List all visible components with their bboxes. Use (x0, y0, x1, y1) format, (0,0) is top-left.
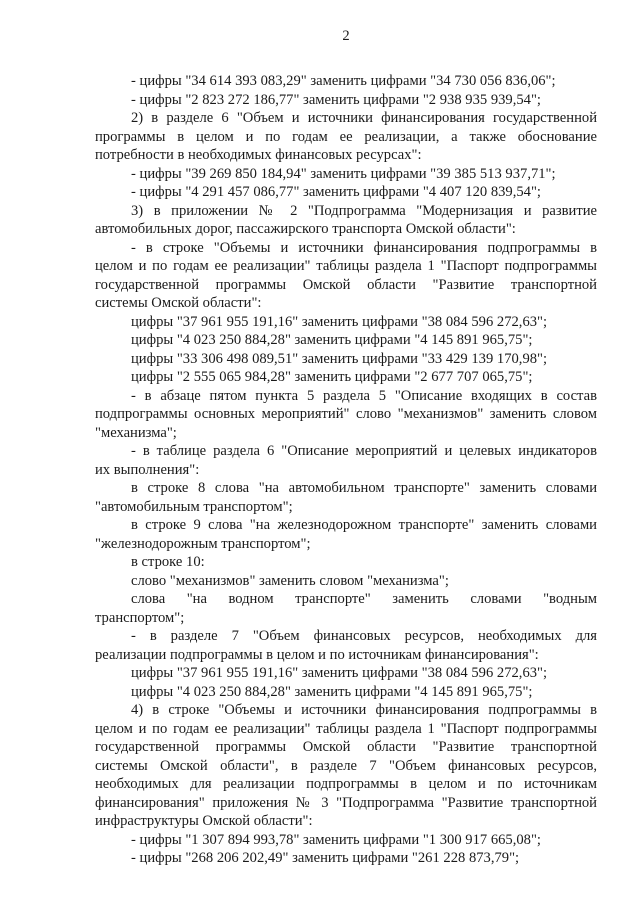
text-line: целом и по годам ее реализации" таблицы раздела 1 "Паспорт подпрограммы (95, 258, 597, 274)
text-line: автомобильных дорог, пассажирского транспорта Омской области": (95, 221, 516, 237)
text-line: - цифры "4 291 457 086,77" заменить цифрами "4 407 120 839,54"; (131, 184, 541, 200)
text-line: "механизма"; (95, 424, 177, 441)
text-line: - цифры "1 307 894 993,78" заменить цифрами "1 300 917 665,08"; (131, 831, 541, 848)
text-line: - в абзаце пятом пункта 5 раздела 5 "Описание входящих в состав (131, 387, 597, 404)
text-line: цифры "4 023 250 884,28" заменить цифрами "4 145 891 965,75"; (131, 332, 533, 348)
text-line: необходимых для реализации подпрограммы в целом и по источникам (95, 776, 597, 792)
text-line: слова "на водном транспорте" заменить словами "водным (131, 591, 597, 607)
text-line: программы в целом и по годам ее реализации, а также обоснование (95, 128, 597, 145)
text-line: в строке 9 слова "на железнодорожном транспорте" заменить словами (131, 517, 597, 533)
text-line: слово "механизмов" заменить словом "механизма"; (131, 572, 449, 589)
text-line: потребности в необходимых финансовых ресурсах": (95, 147, 422, 163)
text-line: - в строке "Объемы и источники финансирования подпрограммы в (131, 239, 597, 256)
text-line: в строке 8 слова "на автомобильном транспорте" заменить словами (131, 480, 597, 496)
text-line: цифры "33 306 498 089,51" заменить цифрами "33 429 139 170,98"; (131, 350, 548, 367)
text-line: - цифры "39 269 850 184,94" заменить цифрами "39 385 513 937,71"; (131, 165, 556, 182)
text-line: - цифры "2 823 272 186,77" заменить цифрами "2 938 935 939,54"; (131, 91, 541, 108)
text-line: - в разделе 7 "Объем финансовых ресурсов, необходимых для (131, 628, 597, 644)
text-line: транспортом"; (95, 609, 185, 626)
text-line: - в таблице раздела 6 "Описание мероприятий и целевых индикаторов (131, 443, 597, 459)
text-line: финансирования" приложения № 3 "Подпрограмма "Развитие транспортной (95, 794, 597, 811)
text-line: их выполнения": (95, 461, 200, 478)
text-line: подпрограммы основных мероприятий" слово "механизмов" заменить словом (95, 406, 597, 422)
text-line: цифры "4 023 250 884,28" заменить цифрами "4 145 891 965,75"; (131, 683, 533, 700)
text-line: системы Омской области": (95, 295, 262, 311)
text-line: государственной программы Омской области "Развитие транспортной (95, 276, 597, 293)
page-number: 2 (342, 28, 350, 44)
text-line: цифры "37 961 955 191,16" заменить цифрами "38 084 596 272,63"; (131, 665, 548, 681)
text-line: государственной программы Омской области "Развитие транспортной (95, 739, 597, 755)
text-line: - цифры "34 614 393 083,29" заменить цифрами "34 730 056 836,06"; (131, 73, 556, 89)
text-line: "железнодорожным транспортом"; (95, 535, 311, 552)
text-line: инфраструктуры Омской области": (95, 813, 313, 829)
text-line: в строке 10: (131, 554, 205, 570)
text-line: целом и по годам ее реализации" таблицы раздела 1 "Паспорт подпрограммы (95, 720, 597, 737)
text-line: цифры "2 555 065 984,28" заменить цифрами "2 677 707 065,75"; (131, 369, 533, 385)
text-line: реализации подпрограммы в целом и по источникам финансирования": (95, 646, 539, 663)
text-line: 2) в разделе 6 "Объем и источники финансирования государственной (131, 110, 597, 126)
text-line: "автомобильным транспортом"; (95, 498, 293, 515)
text-line: 4) в строке "Объемы и источники финансирования подпрограммы в (131, 702, 597, 718)
text-line: цифры "37 961 955 191,16" заменить цифрами "38 084 596 272,63"; (131, 313, 548, 330)
text-line: системы Омской области", в разделе 7 "Объем финансовых ресурсов, (95, 757, 597, 774)
text-line: 3) в приложении № 2 "Подпрограмма "Модернизация и развитие (131, 202, 597, 219)
document-body (95, 72, 597, 868)
text-line: - цифры "268 206 202,49" заменить цифрами "261 228 873,79"; (131, 850, 520, 866)
